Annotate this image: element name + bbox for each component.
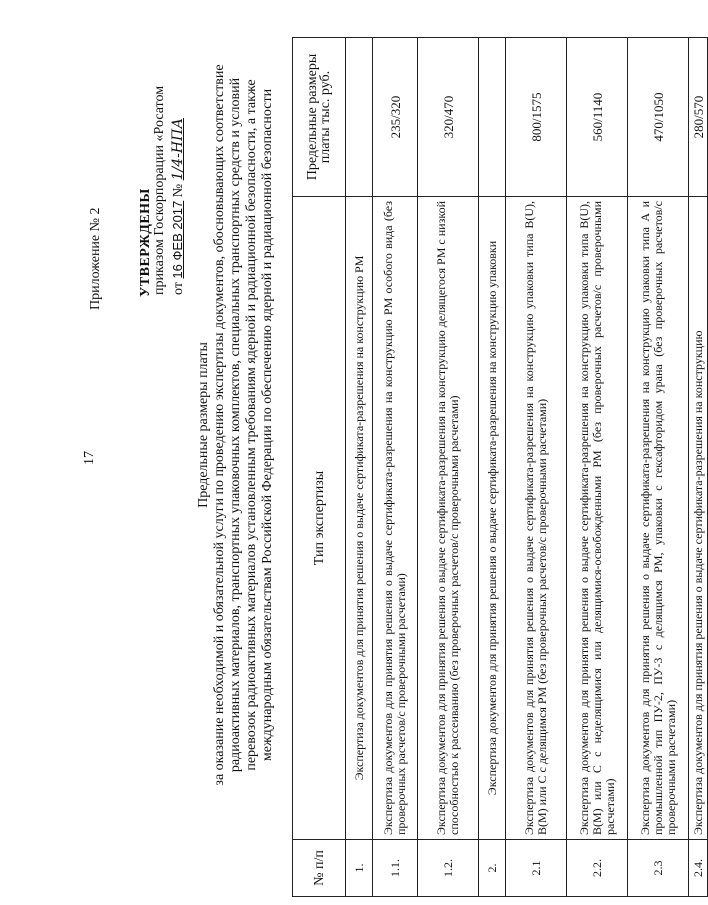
order-number: 1/4-НПА: [170, 118, 186, 181]
approval-title: УТВЕРЖДЕНЫ: [138, 188, 153, 297]
page-number: 17: [82, 451, 97, 465]
table-row: [373, 38, 418, 897]
row-price: 800/1575: [506, 38, 567, 197]
row-type: Экспертиза документов для принятия решения о выдаче сертификата-разрешения на конструкцию упаковки типа B(U), B(M) или C с неделящимися или делящимися-освобожденными РМ (без проверочных расчетов/с проверочными расчетами): [567, 197, 628, 840]
table-row: [479, 38, 506, 897]
table-row: [567, 38, 628, 897]
row-type: Экспертиза документов для принятия решения о выдаче сертификата-разрешения на конструкцию РМ: [346, 197, 373, 840]
row-num: 2.2.: [567, 840, 628, 897]
header-price: Предельные размеры платы тыс. руб.: [293, 38, 346, 197]
row-num: 1.: [346, 840, 373, 897]
header-type: Тип экспертизы: [293, 197, 346, 840]
date-prefix: от: [171, 282, 186, 295]
row-price: 320/470: [418, 38, 479, 197]
date-value: 16 ФЕВ 2017: [170, 200, 185, 279]
approval-order: приказом Госкорпорации «Росатом: [152, 85, 167, 295]
table-row: [689, 38, 708, 897]
row-type: Экспертиза документов для принятия решения о выдаче сертификата-разрешения на конструкцию упаковки типа А и промышленной тип ПУ-2, ПУ-3 с делящимся РМ, упаковки с гексафторидом урана (без проверочных расчетов/с проверочными расчетами): [628, 197, 689, 840]
document-title: [196, 45, 276, 805]
row-num: 1.2.: [418, 840, 479, 897]
row-num: 1.1.: [373, 840, 418, 897]
table-row: [628, 38, 689, 897]
row-num: 2.1: [506, 840, 567, 897]
table-row: [418, 38, 479, 897]
row-type: Экспертиза документов для принятия решения о выдаче сертификата-разрешения на конструкцию упаковки: [479, 197, 506, 840]
title-line-5: международным обязательствам Российской Федерации по обеспечению ядерной и радиационной безопасности: [260, 88, 275, 762]
title-line-4: перевозок радиоактивных материалов установленным требованиям ядерной и радиационной безопасности, а также: [244, 79, 259, 771]
table-row: [346, 38, 373, 897]
row-price: [479, 38, 506, 197]
fees-table: [292, 37, 708, 897]
row-price: 470/1050: [628, 38, 689, 197]
row-price: 560/1140: [567, 38, 628, 197]
row-type: Экспертиза документов для принятия решения о выдаче сертификата-разрешения на конструкцию: [689, 197, 708, 840]
title-line-2: за оказание необходимой и обязательной услуги по проведению экспертизы документов, обосновывающих соответствие: [212, 64, 227, 786]
row-num: 2.3: [628, 840, 689, 897]
title-line-3: радиоактивных материалов, транспортных упаковочных комплектов, специальных транспортных средств и условий: [228, 77, 243, 773]
row-price: 280/570: [689, 38, 708, 197]
row-price: 235/320: [373, 38, 418, 197]
row-type: Экспертиза документов для принятия решения о выдаче сертификата-разрешения на конструкцию упаковки типа B(U), B(M) или C с делящимся РМ (без проверочных расчетов/с проверочными расчетами): [506, 197, 567, 840]
row-num: 2.: [479, 840, 506, 897]
header-num: № п/п: [293, 840, 346, 897]
title-line-1: Предельные размеры платы: [196, 342, 211, 508]
table-row: [506, 38, 567, 897]
row-price: [346, 38, 373, 197]
approval-date-line: [170, 118, 187, 295]
row-type: Экспертиза документов для принятия решения о выдаче сертификата-разрешения на конструкцию делящегося РМ с низкой способностью к рассеиванию (без проверочных расчетов/с проверочными расчетами): [418, 197, 479, 840]
table-header-row: [293, 38, 346, 897]
number-prefix: №: [171, 183, 186, 198]
row-num: 2.4.: [689, 840, 708, 897]
appendix-label: Приложение № 2: [88, 207, 103, 310]
row-type: Экспертиза документов для принятия решения о выдаче сертификата-разрешения на конструкцию РМ особого вида (без проверочных расчетов/с проверочными расчетами): [373, 197, 418, 840]
